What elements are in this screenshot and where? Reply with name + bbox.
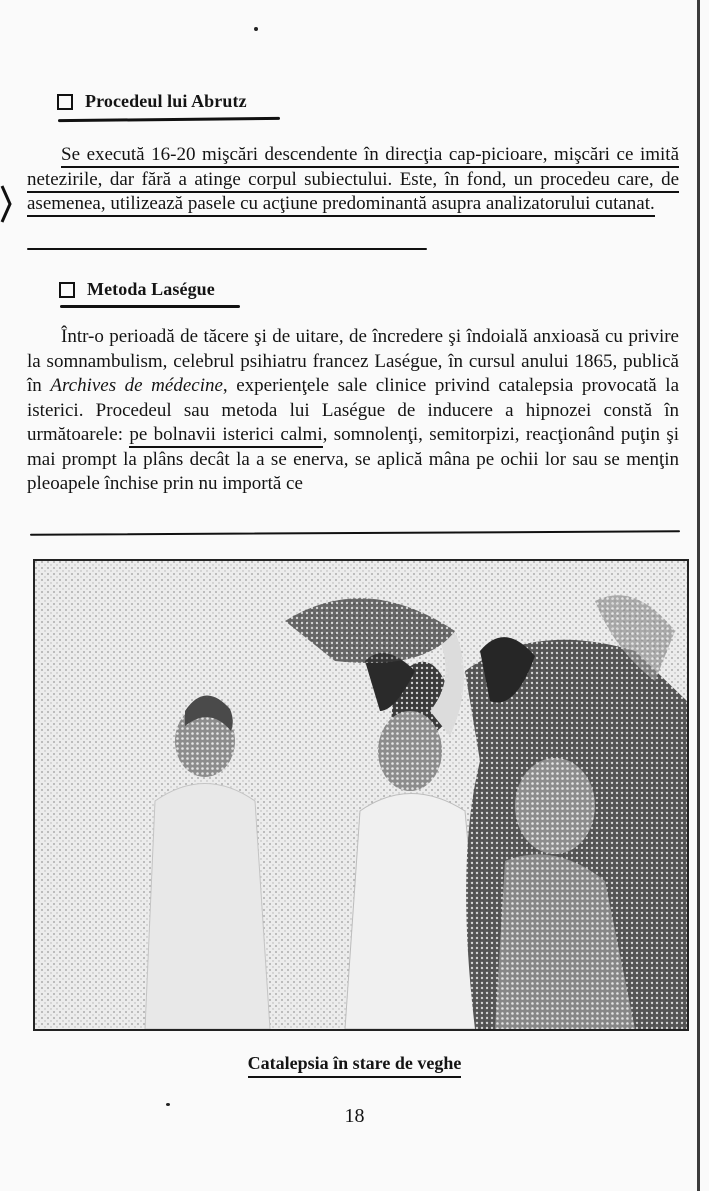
paragraph-lasegue <box>27 325 679 497</box>
section-heading-lasegue <box>59 279 215 300</box>
margin-arrow-mark <box>0 184 14 224</box>
heading-underline <box>58 117 280 122</box>
page-number: 18 <box>344 1105 365 1127</box>
paragraph-abrutz <box>27 143 679 217</box>
caption-text: Catalepsia în stare de veghe <box>248 1053 462 1078</box>
photograph-catalepsy <box>33 559 689 1031</box>
paragraph-text: Se execută 16-20 mişcări descendente în direcţia cap-picioare, mişcări ce imită netezirile, dar fără a atinge corpul subiectului. Este, în fond, un procedeu care, de asemenea, utilizează pasele cu acţiune predominantă asupra analizatorului cutanat. <box>27 144 679 217</box>
photo-illustration <box>35 561 687 1029</box>
pen-underline <box>30 530 680 535</box>
section-title: Metoda Laségue <box>87 279 215 299</box>
figure-caption <box>0 1053 709 1074</box>
page-edge-line <box>697 0 700 1191</box>
highlighted-text: pe bolnavii isterici calmi <box>129 424 322 448</box>
checkbox-icon <box>57 94 73 110</box>
section-title: Procedeul lui Abrutz <box>85 91 247 111</box>
section-heading-abrutz <box>57 91 247 112</box>
checkbox-icon <box>59 282 75 298</box>
paragraph-text-middle: , experienţele sale clinice privind catalepsia provocată la isterici. Procedeul sau metoda lui Laségue de inducere a hipnozei constă în următoarele: <box>27 375 679 445</box>
heading-underline <box>60 305 240 308</box>
ink-speck <box>254 27 258 31</box>
journal-title: Archives de médecine <box>50 375 223 396</box>
pen-underline <box>27 248 427 250</box>
paragraph-text-end: , somnolenţi, semitorpizi, reacţionând puţin şi mai prompt la plâns decât la a se enerva, se aplică mâna pe ochii lor sau se menţin pleoapele închise prin nu importă ce <box>27 424 679 494</box>
paragraph-text-start: Într-o perioadă de tăcere şi de uitare, de încredere şi îndoială anxioasă cu privire la somnambulism, celebrul psihiatru francez Laségue, în cursul anului 1865, publică în <box>27 326 679 396</box>
